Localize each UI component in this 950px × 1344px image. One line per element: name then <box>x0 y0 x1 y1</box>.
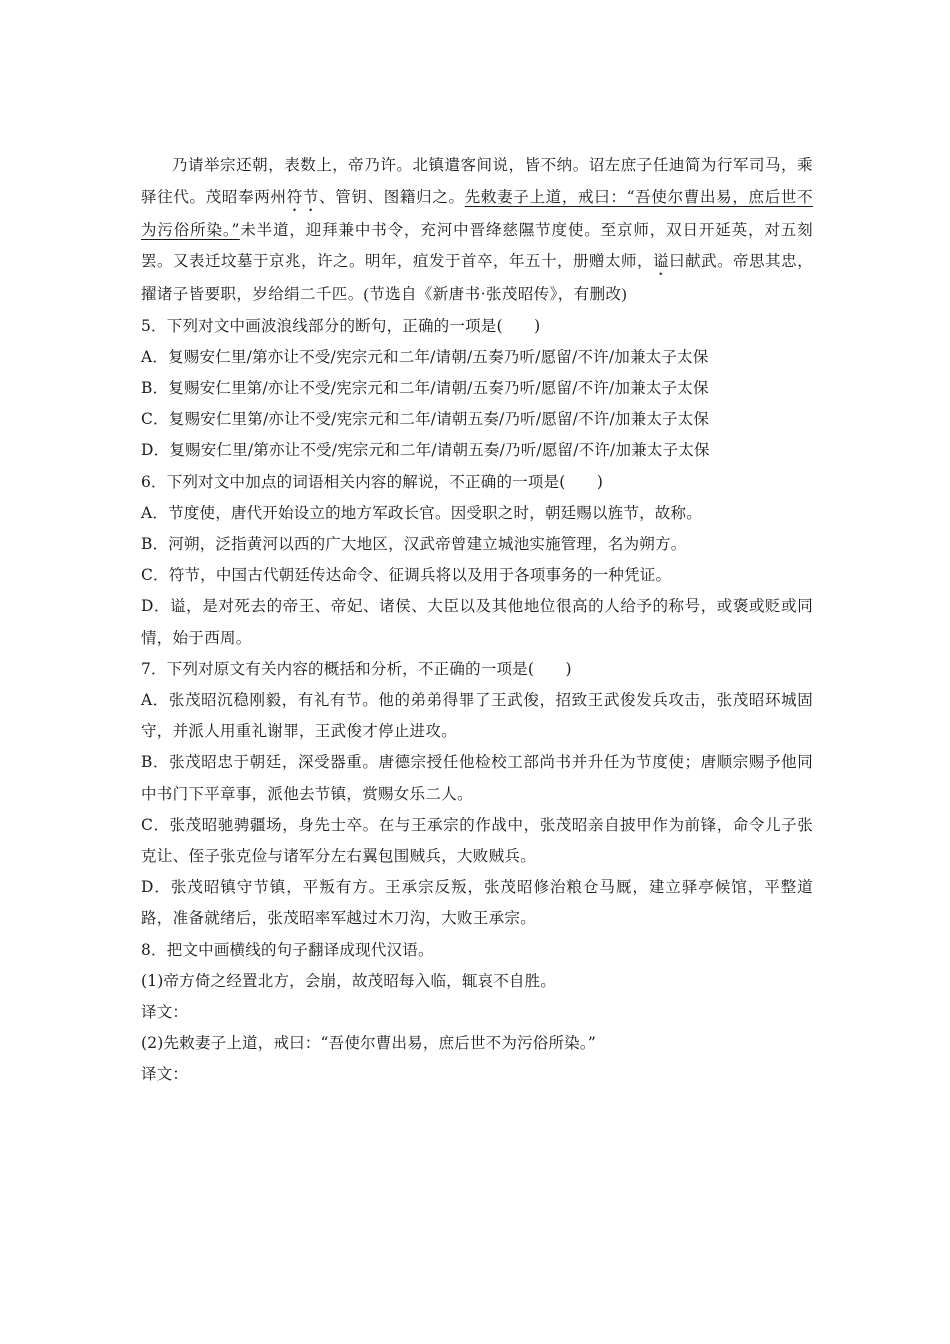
passage-seg3: 未半道，迎拜兼中书令，充河中晋绛慈隰节度使。至京师，双日开延英，对五刻罢。又表迁坟墓于京兆，许之。明年，疽发于首卒，年五十，册赠太师， <box>141 220 813 270</box>
question-6 <box>141 467 813 654</box>
q5-option-b: B．复赐安仁里第/亦让不受/宪宗元和二年/请朝/五奏乃听/愿留/不许/加兼太子太保 <box>141 378 709 397</box>
q6-option-b: B．河朔，泛指黄河以西的广大地区，汉武帝曾建立城池实施管理，名为朔方。 <box>141 534 687 553</box>
q6-option-d: D．谥，是对死去的帝王、帝妃、诸侯、大臣以及其他地位很高的人给予的称号，或褒或贬或同情，始于西周。 <box>141 597 813 647</box>
q7-option-c: C．张茂昭驰骋疆场，身先士卒。在与王承宗的作战中，张茂昭亲自披甲作为前锋，命令儿子张克让、侄子张克俭与诸军分左右翼包围贼兵，大败贼兵。 <box>141 815 813 865</box>
passage-dotted-word: 符节 <box>286 187 320 206</box>
passage-seg2: 、管钥、图籍归之。 <box>319 187 465 206</box>
q5-option-d: D．复赐安仁里/第亦让不受/宪宗元和二年/请朝五奏/乃听/愿留/不许/加兼太子太保 <box>141 441 710 460</box>
q8-translation-label-2: 译文： <box>141 1065 189 1084</box>
document-page <box>141 150 813 1091</box>
q7-option-b: B．张茂昭忠于朝廷，深受器重。唐德宗授任他检校工部尚书并升任为节度使；唐顺宗赐予他同中书门下平章事，派他去节镇，赏赐女乐二人。 <box>141 753 813 803</box>
q6-stem: 6．下列对文中加点的词语相关内容的解说，不正确的一项是( ) <box>141 472 604 491</box>
passage-underlined-sentence: 先敕妻子上道，戒曰：“吾使尔曹出易，庶后世不为污俗所染。” <box>141 187 813 239</box>
q5-option-c: C．复赐安仁里第/亦让不受/宪宗元和二年/请朝五奏/乃听/愿留/不许/加兼太子太保 <box>141 410 710 429</box>
q6-option-a: A．节度使，唐代开始设立的地方军政长官。因受职之时，朝廷赐以旌节，故称。 <box>141 503 702 522</box>
passage-seg1: 乃请举宗还朝，表数上，帝乃许。北镇遣客间说，皆不纳。诏左庶子任迪简为行军司马，乘驿往代。茂昭奉两州 <box>141 156 813 206</box>
q7-option-d: D．张茂昭镇守节镇，平叛有方。王承宗反叛，张茂昭修治粮仓马厩，建立驿亭候馆，平整道路，准备就绪后，张茂昭率军越过木刀沟，大败王承宗。 <box>141 878 813 928</box>
question-5 <box>141 311 813 467</box>
passage-paragraph <box>141 150 813 311</box>
q8-stem: 8．把文中画横线的句子翻译成现代汉语。 <box>141 940 434 959</box>
q8-sentence-2: (2)先敕妻子上道，戒曰：“吾使尔曹出易，庶后世不为污俗所染。” <box>141 1034 596 1053</box>
q8-sentence-1: (1)帝方倚之经置北方，会崩，故茂昭每入临，辄哀不自胜。 <box>141 971 557 990</box>
passage-seg4: 曰献武。帝思其忠，擢诸子皆要职，岁给绢二千匹。 <box>141 252 813 303</box>
question-8 <box>141 935 813 1091</box>
q8-translation-label-1: 译文： <box>141 1002 189 1021</box>
question-7 <box>141 654 813 935</box>
q7-option-a: A．张茂昭沉稳刚毅，有礼有节。他的弟弟得罪了王武俊，招致王武俊发兵攻击，张茂昭环城固守，并派人用重礼谢罪，王武俊才停止进攻。 <box>141 690 813 741</box>
q6-option-c: C．符节，中国古代朝廷传达命令、征调兵将以及用于各项事务的一种凭证。 <box>141 566 672 585</box>
q5-option-a: A．复赐安仁里/第亦让不受/宪宗元和二年/请朝/五奏乃听/愿留/不许/加兼太子太保 <box>141 347 709 366</box>
q5-stem: 5．下列对文中画波浪线部分的断句，正确的一项是( ) <box>141 316 541 335</box>
q7-stem: 7．下列对原文有关内容的概括和分析，不正确的一项是( ) <box>141 659 572 678</box>
passage-dotted-word-2: 谥 <box>653 252 670 270</box>
passage-source: (节选自《新唐书·张茂昭传》，有删改) <box>363 286 627 303</box>
